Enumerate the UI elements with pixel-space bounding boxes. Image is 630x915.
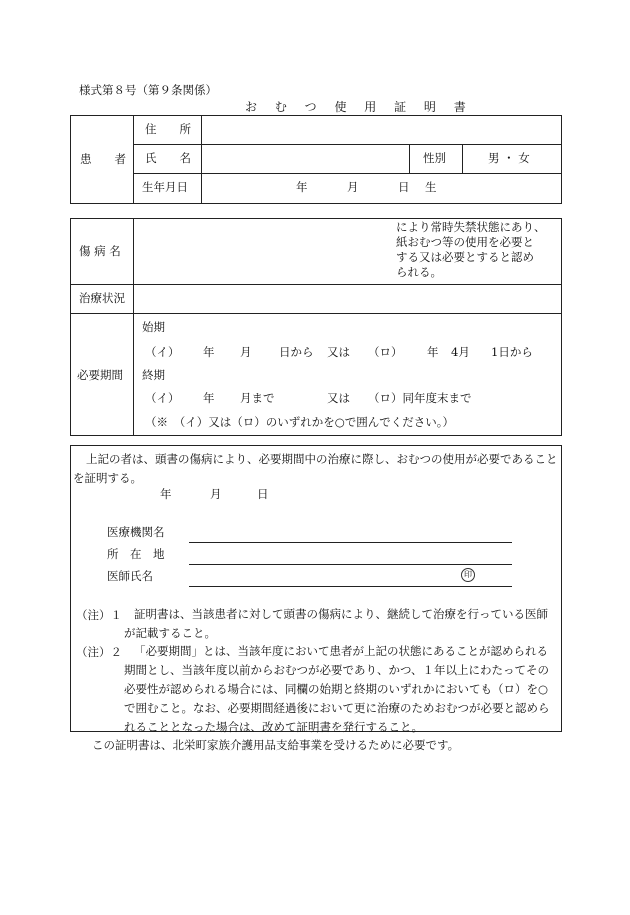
- period-end-option-i[interactable]: （イ）: [145, 391, 180, 405]
- institution-line[interactable]: [189, 542, 512, 543]
- period-start-or: 又は: [327, 345, 350, 359]
- form-number: 様式第８号（第９条関係）: [79, 83, 217, 97]
- period-start-i-from: 日から: [279, 345, 314, 359]
- period-start-option-i[interactable]: （イ）: [145, 345, 180, 359]
- note-1-text: 証明書は、当該患者に対して頭書の傷病により、継続して治療を行っている医師が記載すること。: [124, 607, 548, 640]
- period-note: （※ （イ）又は（ロ）のいずれかを○で囲んでください。）: [145, 415, 455, 429]
- sex-options[interactable]: 男 ・ 女: [488, 151, 530, 165]
- treatment-field[interactable]: [137, 287, 557, 311]
- address-label: 住 所: [145, 122, 191, 136]
- injury-note-line-3: する又は必要とすると認め: [396, 250, 534, 264]
- injury-note-line-4: られる。: [396, 265, 442, 279]
- period-start-label: 始期: [142, 320, 165, 334]
- cert-date-year: 年: [160, 487, 172, 501]
- period-end-label: 終期: [142, 368, 165, 382]
- doctor-line[interactable]: [189, 586, 512, 587]
- seal-mark: 印: [461, 568, 475, 582]
- birth-label: 生年月日: [142, 180, 188, 194]
- injury-note-line-1: により常時失禁状態にあり、: [396, 220, 546, 234]
- cert-date-day: 日: [257, 487, 269, 501]
- injury-field[interactable]: [137, 221, 392, 281]
- cert-date-month: 月: [210, 487, 222, 501]
- period-start-i-month: 月: [240, 345, 252, 359]
- period-start-i-year: 年: [203, 345, 215, 359]
- period-end-or: 又は: [327, 391, 350, 405]
- address-field[interactable]: [205, 118, 557, 142]
- birth-day-label: 日: [398, 180, 410, 194]
- location-line[interactable]: [189, 564, 512, 565]
- note-2-text: 「必要期間」とは、当該年度において患者が上記の状態にあることが認められる期間とし、当該年度以前からおむつが必要であり、かつ、１年以上にわたってその必要性が認められる場合には、同欄の始期と終期のいずれかにおいても（ロ）を○で囲むこと。なお、必要期間経過後において更に治療のためおむつが必要と認められることとなった場合は、改めて証明書を発行すること。: [124, 644, 550, 734]
- patient-section-label: 患 者: [80, 152, 126, 166]
- birth-suffix: 生: [425, 180, 437, 194]
- period-start-ro-from: 1日から: [491, 345, 533, 359]
- birth-month-label: 月: [347, 180, 359, 194]
- location-label: 所 在 地: [107, 547, 165, 561]
- period-label: 必要期間: [77, 368, 123, 382]
- page-title: お む つ 使 用 証 明 書: [245, 100, 473, 114]
- period-start-ro-year: 年: [427, 345, 439, 359]
- doctor-label: 医師氏名: [107, 569, 153, 583]
- note-1-marker: （注）１: [76, 608, 122, 622]
- treatment-label: 治療状況: [79, 291, 125, 305]
- certification-text: 上記の者は、頭書の傷病により、必要期間中の治療に際し、おむつの使用が必要であることを証明する。: [73, 452, 558, 485]
- period-start-ro-month: 4月: [451, 345, 470, 359]
- institution-label: 医療機関名: [107, 525, 165, 539]
- note-2-marker: （注）２: [76, 645, 122, 659]
- period-start-option-ro[interactable]: （ロ）: [368, 345, 403, 359]
- footer-note: この証明書は、北栄町家族介護用品支給事業を受けるために必要です。: [92, 738, 460, 752]
- period-end-i-year: 年: [203, 391, 215, 405]
- birth-year-label: 年: [296, 180, 308, 194]
- injury-label: 傷 病 名: [79, 244, 121, 258]
- injury-note-line-2: 紙おむつ等の使用を必要と: [396, 235, 534, 249]
- name-field[interactable]: [205, 147, 405, 171]
- period-end-option-ro[interactable]: （ロ）同年度末まで: [368, 391, 472, 405]
- period-end-i-until: 月まで: [240, 391, 275, 405]
- sex-label: 性別: [423, 151, 446, 165]
- name-label: 氏 名: [145, 151, 191, 165]
